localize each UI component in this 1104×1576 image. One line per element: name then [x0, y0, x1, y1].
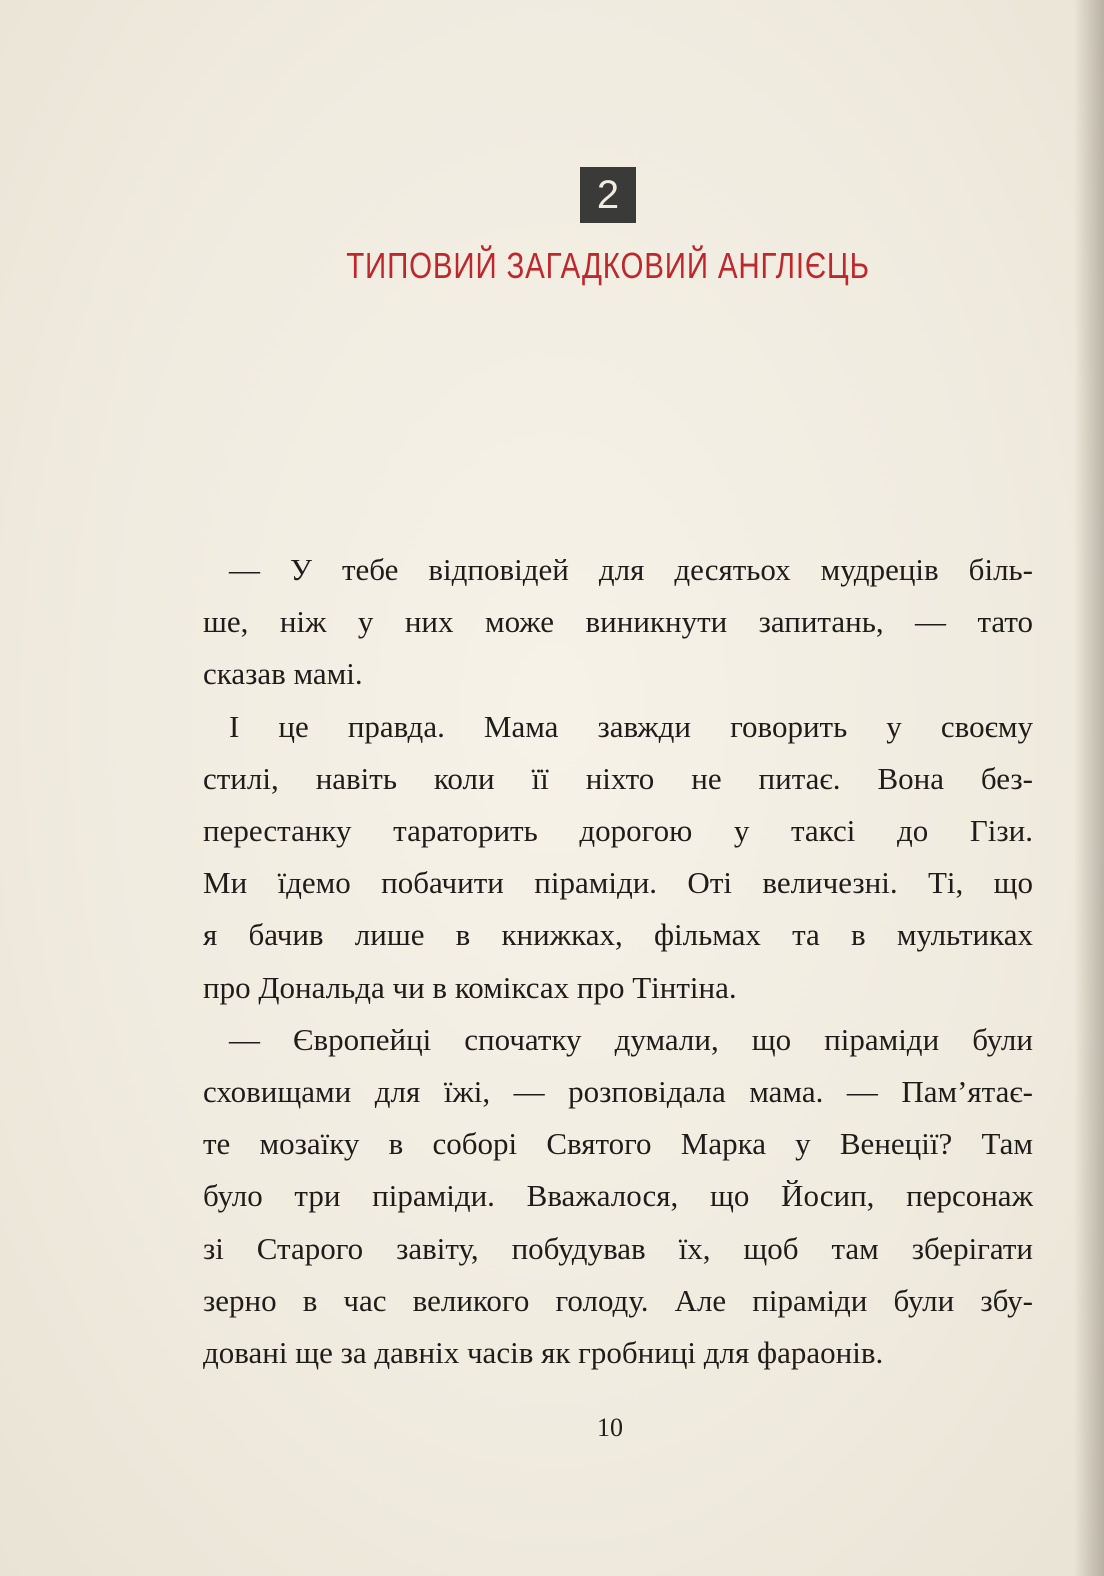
text-line: сказав мамі. — [203, 656, 363, 692]
text-line: ше, ніж у них може виникнути запитань, — тато — [203, 604, 1033, 640]
text-line: те мозаїку в соборі Святого Марка у Венеції? Там — [203, 1126, 1033, 1162]
text-line: про Дональда чи в коміксах про Тінтіна. — [203, 969, 737, 1005]
text-line: я бачив лише в книжках, фільмах та в мультиках — [203, 917, 1033, 953]
text-line: стилі, навіть коли її ніхто не питає. Вона без- — [203, 760, 1033, 796]
text-line: було три піраміди. Вважалося, що Йосип, персонаж — [203, 1178, 1033, 1214]
text-line: — Європейці спочатку думали, що піраміди були — [229, 1021, 1033, 1057]
text-line: перестанку тараторить дорогою у таксі до Гізи. — [203, 813, 1033, 849]
text-line: Ми їдемо побачити піраміди. Оті величезні. Ті, що — [203, 865, 1033, 901]
chapter-title: ТИПОВИЙ ЗАГАДКОВИЙ АНГЛІЄЦЬ — [346, 245, 870, 286]
page-edge-shadow — [1074, 0, 1104, 1576]
body-text — [203, 544, 1033, 1379]
text-line: довані ще за давніх часів як гробниці для фараонів. — [203, 1335, 884, 1371]
text-line: сховищами для їжі, — розповідала мама. — Пам’ятає- — [203, 1074, 1033, 1110]
page-number: 10 — [597, 1413, 623, 1442]
text-line: зі Старого завіту, побудував їх, щоб там зберігати — [203, 1230, 1033, 1266]
chapter-number: 2 — [580, 167, 636, 223]
text-line: І це правда. Мама завжди говорить у своєму — [229, 708, 1033, 744]
text-line: — У тебе відповідей для десятьох мудреців біль- — [229, 552, 1033, 587]
text-line: зерно в час великого голоду. Але піраміди були збу- — [203, 1282, 1033, 1318]
